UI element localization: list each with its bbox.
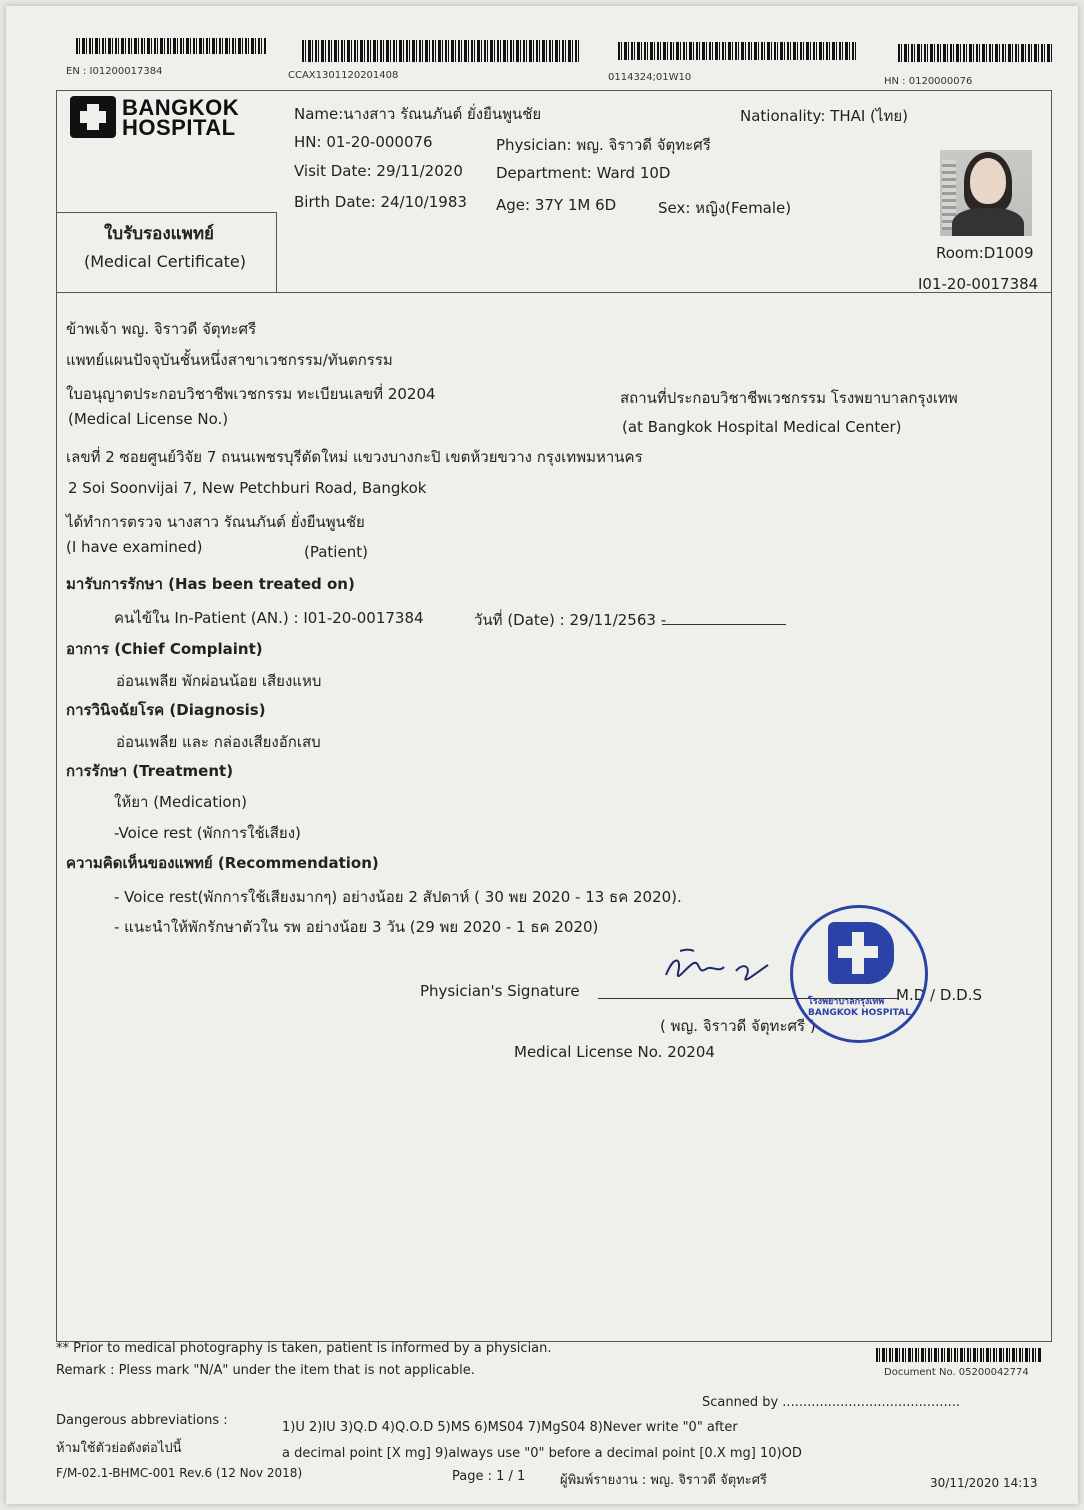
- license-line: ใบอนุญาตประกอบวิชาชีพเวชกรรม ทะเบียนเลขที่ 20204: [66, 385, 436, 403]
- barcode-caption-ccax: CCAX1301120201408: [288, 70, 399, 81]
- patient-room: Room:D1009: [936, 244, 1034, 262]
- signature-name: ( พญ. จิราวดี จัตุทะศรี ): [660, 1017, 816, 1035]
- barcode-en: [76, 38, 266, 54]
- abbreviations-line-1: 1)U 2)IU 3)Q.D 4)Q.O.D 5)MS 6)MS04 7)MgS04 8)Never write "0" after: [282, 1420, 738, 1435]
- title-box-right: [276, 212, 277, 292]
- patient-photo: [940, 150, 1032, 236]
- signature-label: Physician's Signature: [420, 982, 580, 1000]
- stamp-text-thai: โรงพยาบาลกรุงเทพ: [808, 997, 885, 1007]
- form-id: F/M-02.1-BHMC-001 Rev.6 (12 Nov 2018): [56, 1466, 303, 1480]
- patient-birth-date: Birth Date: 24/10/1983: [294, 193, 467, 211]
- certificate-title-english: (Medical Certificate): [84, 252, 246, 271]
- license-label: (Medical License No.): [68, 410, 229, 428]
- scanned-by: Scanned by ...........................................: [702, 1395, 960, 1410]
- recommendation-2: - แนะนำให้พักรักษาตัวใน รพ อย่างน้อย 3 วัน (29 พย 2020 - 1 ธค 2020): [114, 918, 599, 936]
- treated-heading: มารับการรักษา (Has been treated on): [66, 575, 355, 593]
- patient-age: Age: 37Y 1M 6D: [496, 196, 617, 214]
- practice-place-thai: สถานที่ประกอบวิชาชีพเวชกรรม โรงพยาบาลกรุงเทพ: [620, 389, 958, 407]
- patient-hn: HN: 01-20-000076: [294, 133, 433, 151]
- examined-english: (I have examined): [66, 538, 203, 556]
- patient-physician: Physician: พญ. จิราวดี จัตุทะศรี: [496, 136, 711, 154]
- diagnosis-text: อ่อนเพลีย และ กล่องเสียงอักเสบ: [116, 733, 321, 751]
- complaint-text: อ่อนเพลีย พักผ่อนน้อย เสียงแหบ: [116, 672, 322, 690]
- document-number: Document No. 05200042774: [884, 1367, 1029, 1378]
- address-english: 2 Soi Soonvijai 7, New Petchburi Road, Bangkok: [68, 479, 427, 497]
- photography-note: ** Prior to medical photography is taken, patient is informed by a physician.: [56, 1341, 552, 1356]
- practice-place-english: (at Bangkok Hospital Medical Center): [622, 418, 902, 436]
- barcode-caption-en: EN : I01200017384: [66, 66, 163, 77]
- certificate-title-thai: ใบรับรองแพทย์: [104, 224, 214, 244]
- page-number: Page : 1 / 1: [452, 1469, 526, 1484]
- signature-license: Medical License No. 20204: [514, 1043, 715, 1061]
- address-thai: เลขที่ 2 ซอยศูนย์วิจัย 7 ถนนเพชรบุรีตัดใหม่ แขวงบางกะปิ เขตห้วยขวาง กรุงเทพมหานคร: [66, 448, 643, 466]
- voice-rest-text: -Voice rest (พักการใช้เสียง): [114, 824, 301, 842]
- treatment-heading: การรักษา (Treatment): [66, 762, 234, 780]
- header-divider: [56, 292, 1052, 293]
- treatment-date: วันที่ (Date) : 29/11/2563 -: [474, 611, 667, 629]
- doctor-line: ข้าพเจ้า พญ. จิราวดี จัตุทะศรี: [66, 320, 257, 338]
- hospital-logo-text: BANGKOK HOSPITAL: [122, 95, 240, 140]
- physician-signature: [660, 945, 780, 995]
- patient-name: Name:นางสาว รัณนภันต์ ยั่งยืนพูนชัย: [294, 105, 542, 123]
- title-box-top: [56, 212, 277, 213]
- hospital-logo-icon: [70, 96, 116, 138]
- patient-label: (Patient): [304, 543, 368, 561]
- barcode-caption-visit: 0114324;01W10: [608, 72, 692, 83]
- remark-note: Remark : Pless mark "N/A" under the item that is not applicable.: [56, 1363, 475, 1378]
- recommendation-1: - Voice rest(พักการใช้เสียงมากๆ) อย่างน้อย 2 สัปดาห์ ( 30 พย 2020 - 13 ธค 2020).: [114, 888, 682, 906]
- examined-thai: ได้ทำการตรวจ นางสาว รัณนภันต์ ยั่งยืนพูนชัย: [66, 513, 365, 531]
- patient-department: Department: Ward 10D: [496, 164, 671, 182]
- abbreviations-line-2: a decimal point [X mg] 9)always use "0" before a decimal point [0.X mg] 10)OD: [282, 1446, 802, 1461]
- barcode-ccax: [302, 40, 580, 62]
- patient-admission-no: I01-20-0017384: [918, 275, 1039, 293]
- diagnosis-heading: การวินิจฉัยโรค (Diagnosis): [66, 701, 266, 719]
- signature-degree: M.D / D.D.S: [896, 986, 983, 1004]
- barcode-hn: [898, 44, 1052, 62]
- barcode-caption-hn: HN : 0120000076: [884, 76, 973, 87]
- stamp-text-english: BANGKOK HOSPITAL: [808, 1008, 911, 1018]
- date-blank-line: [662, 624, 786, 625]
- dangerous-abbreviations-label: Dangerous abbreviations :: [56, 1413, 228, 1428]
- inpatient-number: คนไข้ใน In-Patient (AN.) : I01-20-0017384: [114, 609, 424, 627]
- barcode-visit: [618, 42, 858, 60]
- stamp-logo-icon: [828, 922, 894, 984]
- patient-nationality: Nationality: THAI (ไทย): [740, 107, 908, 125]
- document-barcode: [876, 1348, 1042, 1362]
- doctor-specialty: แพทย์แผนปัจจุบันชั้นหนึ่งสาขาเวชกรรม/ทันตกรรม: [66, 351, 393, 369]
- printed-at: 30/11/2020 14:13: [930, 1476, 1038, 1490]
- recommendation-heading: ความคิดเห็นของแพทย์ (Recommendation): [66, 854, 379, 872]
- complaint-heading: อาการ (Chief Complaint): [66, 640, 263, 658]
- medication-text: ให้ยา (Medication): [114, 793, 247, 811]
- patient-sex: Sex: หญิง(Female): [658, 199, 792, 217]
- dangerous-abbreviations-thai: ห้ามใช้ตัวย่อดังต่อไปนี้: [56, 1441, 182, 1456]
- patient-visit-date: Visit Date: 29/11/2020: [294, 162, 463, 180]
- reporter: ผู้พิมพ์รายงาน : พญ. จิราวดี จัตุทะศรี: [560, 1473, 767, 1488]
